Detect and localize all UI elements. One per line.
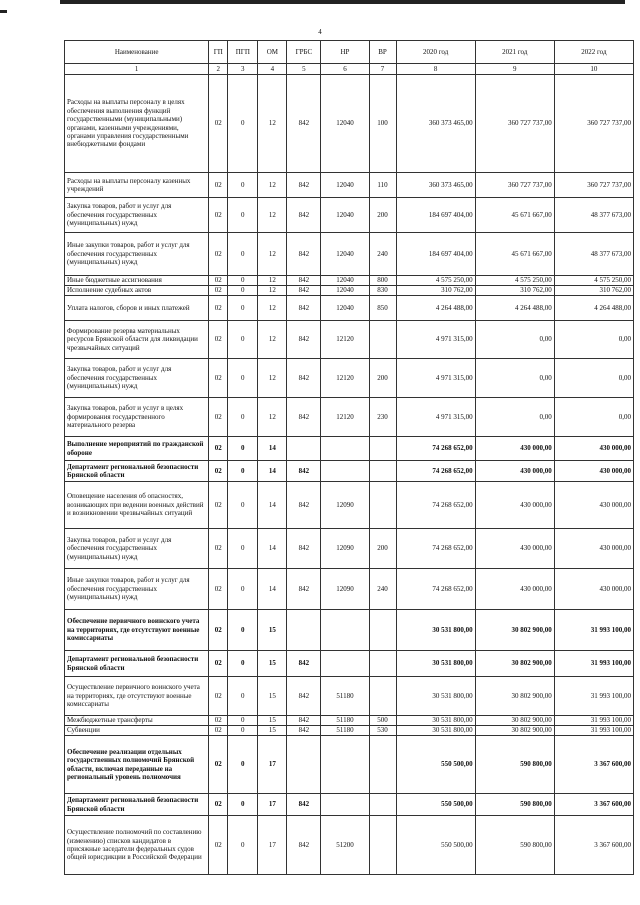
row-np: 12040: [321, 296, 369, 321]
table-row: [65, 198, 634, 233]
row-amount-2020: 4 575 250,00: [396, 276, 475, 286]
row-vr: 100: [369, 75, 396, 173]
row-gp: 02: [209, 569, 228, 610]
row-om: 14: [258, 482, 287, 529]
row-amount-2022: 3 367 600,00: [554, 736, 633, 794]
row-amount-2020: 550 500,00: [396, 794, 475, 816]
row-grbs: 842: [287, 198, 321, 233]
row-amount-2022: 31 993 100,00: [554, 716, 633, 726]
row-amount-2021: 360 727 737,00: [475, 173, 554, 198]
header-name: Наименование: [65, 41, 209, 64]
row-amount-2022: 0,00: [554, 359, 633, 398]
row-om: 12: [258, 198, 287, 233]
row-amount-2022: 3 367 600,00: [554, 794, 633, 816]
margin-mark: [0, 10, 7, 13]
row-np: 12090: [321, 482, 369, 529]
row-amount-2021: 30 802 900,00: [475, 726, 554, 736]
table-row: [65, 726, 634, 736]
row-amount-2020: 310 762,00: [396, 286, 475, 296]
column-number: 10: [554, 64, 633, 75]
row-om: 12: [258, 286, 287, 296]
row-amount-2022: 31 993 100,00: [554, 610, 633, 651]
row-amount-2020: 30 531 800,00: [396, 610, 475, 651]
row-pgp: 0: [228, 610, 258, 651]
row-gp: 02: [209, 716, 228, 726]
row-np: 12090: [321, 529, 369, 569]
row-pgp: 0: [228, 75, 258, 173]
table-row: [65, 651, 634, 677]
row-grbs: 842: [287, 321, 321, 359]
row-grbs: [287, 736, 321, 794]
row-grbs: 842: [287, 716, 321, 726]
row-pgp: 0: [228, 794, 258, 816]
row-np: 12120: [321, 359, 369, 398]
row-name: Исполнение судебных актов: [65, 286, 209, 296]
row-gp: 02: [209, 482, 228, 529]
row-amount-2021: 430 000,00: [475, 482, 554, 529]
column-number: 4: [258, 64, 287, 75]
row-grbs: 842: [287, 651, 321, 677]
row-amount-2022: 31 993 100,00: [554, 677, 633, 716]
row-vr: 240: [369, 233, 396, 276]
row-np: 12040: [321, 198, 369, 233]
row-pgp: 0: [228, 198, 258, 233]
row-amount-2022: 430 000,00: [554, 569, 633, 610]
table-row: [65, 173, 634, 198]
row-amount-2020: 360 373 465,00: [396, 173, 475, 198]
row-gp: 02: [209, 198, 228, 233]
row-grbs: 842: [287, 794, 321, 816]
row-amount-2021: 45 671 667,00: [475, 198, 554, 233]
row-amount-2022: 310 762,00: [554, 286, 633, 296]
row-amount-2022: 430 000,00: [554, 529, 633, 569]
row-grbs: 842: [287, 726, 321, 736]
row-amount-2022: 48 377 673,00: [554, 233, 633, 276]
row-amount-2020: 30 531 800,00: [396, 651, 475, 677]
top-border-line: [60, 0, 625, 4]
row-vr: [369, 482, 396, 529]
row-np: 12040: [321, 173, 369, 198]
row-amount-2021: 30 802 900,00: [475, 677, 554, 716]
row-vr: 200: [369, 529, 396, 569]
row-np: [321, 461, 369, 482]
row-om: 12: [258, 276, 287, 286]
row-np: [321, 437, 369, 461]
row-amount-2022: 360 727 737,00: [554, 173, 633, 198]
row-vr: 530: [369, 726, 396, 736]
row-grbs: 842: [287, 398, 321, 437]
row-np: 12040: [321, 233, 369, 276]
table-row: [65, 296, 634, 321]
row-gp: 02: [209, 610, 228, 651]
row-name: Уплата налогов, сборов и иных платежей: [65, 296, 209, 321]
row-gp: 02: [209, 529, 228, 569]
row-name: Формирование резерва материальных ресурсов Брянской области для ликвидации чрезвычайных ситуаций: [65, 321, 209, 359]
row-pgp: 0: [228, 359, 258, 398]
row-grbs: 842: [287, 173, 321, 198]
table-row: [65, 286, 634, 296]
row-grbs: [287, 610, 321, 651]
row-amount-2021: 30 802 900,00: [475, 716, 554, 726]
row-om: 12: [258, 233, 287, 276]
table-row: [65, 437, 634, 461]
row-grbs: 842: [287, 482, 321, 529]
row-np: 12040: [321, 75, 369, 173]
row-amount-2021: 0,00: [475, 359, 554, 398]
row-np: 12040: [321, 276, 369, 286]
row-name: Иные закупки товаров, работ и услуг для обеспечения государственных (муниципальных) нужд: [65, 233, 209, 276]
row-amount-2022: 360 727 737,00: [554, 75, 633, 173]
row-gp: 02: [209, 286, 228, 296]
row-pgp: 0: [228, 726, 258, 736]
row-amount-2021: 430 000,00: [475, 461, 554, 482]
page-number: 4: [318, 28, 322, 36]
column-number: 7: [369, 64, 396, 75]
row-om: 17: [258, 816, 287, 875]
row-name: Закупка товаров, работ и услуг для обеспечения государственных (муниципальных) нужд: [65, 529, 209, 569]
table-row: [65, 321, 634, 359]
row-amount-2021: 30 802 900,00: [475, 651, 554, 677]
row-gp: 02: [209, 398, 228, 437]
row-name: Оповещение населения об опасностях, возникающих при ведении военных действий и возникновении чрезвычайных ситуаций: [65, 482, 209, 529]
row-gp: 02: [209, 736, 228, 794]
header-gp: ГП: [209, 41, 228, 64]
column-number-row: [65, 64, 634, 75]
row-grbs: 842: [287, 677, 321, 716]
row-pgp: 0: [228, 569, 258, 610]
row-om: 17: [258, 736, 287, 794]
row-grbs: 842: [287, 276, 321, 286]
row-amount-2022: 4 264 488,00: [554, 296, 633, 321]
row-pgp: 0: [228, 276, 258, 286]
row-name: Департамент региональной безопасности Брянской области: [65, 461, 209, 482]
row-vr: 500: [369, 716, 396, 726]
header-om: ОМ: [258, 41, 287, 64]
row-gp: 02: [209, 794, 228, 816]
row-gp: 02: [209, 296, 228, 321]
row-grbs: [287, 437, 321, 461]
row-name: Осуществление первичного воинского учета на территориях, где отсутствуют военные комиссариаты: [65, 677, 209, 716]
table-row: [65, 359, 634, 398]
row-amount-2020: 4 971 315,00: [396, 321, 475, 359]
row-amount-2022: 0,00: [554, 321, 633, 359]
row-amount-2022: 430 000,00: [554, 461, 633, 482]
row-gp: 02: [209, 437, 228, 461]
column-number: 2: [209, 64, 228, 75]
table-row: [65, 794, 634, 816]
row-amount-2022: 31 993 100,00: [554, 726, 633, 736]
row-amount-2020: 550 500,00: [396, 736, 475, 794]
row-np: 51180: [321, 716, 369, 726]
table-row: [65, 677, 634, 716]
header-year-2020: 2020 год: [396, 41, 475, 64]
row-pgp: 0: [228, 736, 258, 794]
row-om: 12: [258, 296, 287, 321]
row-vr: 800: [369, 276, 396, 286]
row-amount-2021: 45 671 667,00: [475, 233, 554, 276]
table-row: [65, 569, 634, 610]
row-amount-2020: 4 264 488,00: [396, 296, 475, 321]
row-amount-2022: 430 000,00: [554, 482, 633, 529]
row-amount-2020: 550 500,00: [396, 816, 475, 875]
row-name: Иные бюджетные ассигнования: [65, 276, 209, 286]
header-grbs: ГРБС: [287, 41, 321, 64]
row-name: Иные закупки товаров, работ и услуг для обеспечения государственных (муниципальных) нужд: [65, 569, 209, 610]
row-pgp: 0: [228, 482, 258, 529]
row-amount-2022: 3 367 600,00: [554, 816, 633, 875]
row-gp: 02: [209, 816, 228, 875]
row-pgp: 0: [228, 816, 258, 875]
row-om: 12: [258, 75, 287, 173]
row-vr: [369, 736, 396, 794]
row-name: Субвенции: [65, 726, 209, 736]
header-row: [65, 41, 634, 64]
row-gp: 02: [209, 173, 228, 198]
row-amount-2021: 360 727 737,00: [475, 75, 554, 173]
row-amount-2021: 590 800,00: [475, 816, 554, 875]
row-np: 12090: [321, 569, 369, 610]
row-om: 14: [258, 437, 287, 461]
column-number: 9: [475, 64, 554, 75]
table-row: [65, 529, 634, 569]
row-grbs: 842: [287, 461, 321, 482]
row-amount-2020: 74 268 652,00: [396, 529, 475, 569]
table-row: [65, 75, 634, 173]
column-number: 3: [228, 64, 258, 75]
column-number: 5: [287, 64, 321, 75]
table-row: [65, 482, 634, 529]
row-name: Обеспечение первичного воинского учета на территориях, где отсутствуют военные комиссариаты: [65, 610, 209, 651]
row-pgp: 0: [228, 461, 258, 482]
row-amount-2021: 430 000,00: [475, 437, 554, 461]
row-om: 15: [258, 610, 287, 651]
row-amount-2022: 48 377 673,00: [554, 198, 633, 233]
table-row: [65, 276, 634, 286]
row-vr: 200: [369, 359, 396, 398]
table-row: [65, 398, 634, 437]
row-amount-2020: 74 268 652,00: [396, 569, 475, 610]
row-amount-2021: 590 800,00: [475, 736, 554, 794]
row-pgp: 0: [228, 286, 258, 296]
row-amount-2020: 4 971 315,00: [396, 359, 475, 398]
row-grbs: 842: [287, 569, 321, 610]
row-amount-2021: 430 000,00: [475, 529, 554, 569]
row-vr: [369, 677, 396, 716]
row-pgp: 0: [228, 173, 258, 198]
row-om: 14: [258, 569, 287, 610]
row-grbs: 842: [287, 75, 321, 173]
row-vr: 240: [369, 569, 396, 610]
row-vr: 850: [369, 296, 396, 321]
row-vr: 830: [369, 286, 396, 296]
row-om: 15: [258, 726, 287, 736]
row-amount-2021: 310 762,00: [475, 286, 554, 296]
row-np: [321, 794, 369, 816]
column-number: 8: [396, 64, 475, 75]
row-np: 12120: [321, 398, 369, 437]
row-amount-2020: 184 697 404,00: [396, 198, 475, 233]
header-year-2021: 2021 год: [475, 41, 554, 64]
row-grbs: 842: [287, 816, 321, 875]
row-amount-2021: 30 802 900,00: [475, 610, 554, 651]
row-amount-2020: 30 531 800,00: [396, 677, 475, 716]
table-row: [65, 233, 634, 276]
header-vr: ВР: [369, 41, 396, 64]
row-vr: [369, 321, 396, 359]
row-amount-2022: 31 993 100,00: [554, 651, 633, 677]
row-name: Департамент региональной безопасности Брянской области: [65, 651, 209, 677]
row-amount-2020: 74 268 652,00: [396, 437, 475, 461]
row-vr: 200: [369, 198, 396, 233]
row-vr: 230: [369, 398, 396, 437]
budget-table: [64, 40, 634, 875]
row-vr: [369, 461, 396, 482]
row-amount-2020: 184 697 404,00: [396, 233, 475, 276]
table-row: [65, 610, 634, 651]
row-grbs: 842: [287, 359, 321, 398]
column-number: 6: [321, 64, 369, 75]
row-amount-2021: 4 264 488,00: [475, 296, 554, 321]
row-amount-2022: 4 575 250,00: [554, 276, 633, 286]
header-pgp: ПГП: [228, 41, 258, 64]
column-number: 1: [65, 64, 209, 75]
row-pgp: 0: [228, 398, 258, 437]
row-pgp: 0: [228, 529, 258, 569]
row-gp: 02: [209, 726, 228, 736]
table-row: [65, 716, 634, 726]
header-np: НР: [321, 41, 369, 64]
row-om: 12: [258, 173, 287, 198]
row-vr: 110: [369, 173, 396, 198]
row-pgp: 0: [228, 437, 258, 461]
row-np: [321, 651, 369, 677]
row-amount-2022: 430 000,00: [554, 437, 633, 461]
row-vr: [369, 610, 396, 651]
row-amount-2020: 74 268 652,00: [396, 461, 475, 482]
row-gp: 02: [209, 276, 228, 286]
row-om: 15: [258, 677, 287, 716]
table-row: [65, 816, 634, 875]
row-vr: [369, 794, 396, 816]
row-amount-2021: 0,00: [475, 321, 554, 359]
row-name: Межбюджетные трансферты: [65, 716, 209, 726]
row-gp: 02: [209, 677, 228, 716]
row-np: 51180: [321, 677, 369, 716]
row-vr: [369, 651, 396, 677]
row-amount-2020: 30 531 800,00: [396, 716, 475, 726]
row-om: 14: [258, 529, 287, 569]
row-pgp: 0: [228, 296, 258, 321]
row-amount-2020: 4 971 315,00: [396, 398, 475, 437]
row-om: 12: [258, 321, 287, 359]
row-amount-2021: 4 575 250,00: [475, 276, 554, 286]
row-pgp: 0: [228, 677, 258, 716]
row-np: 12120: [321, 321, 369, 359]
table-body: [65, 75, 634, 875]
row-pgp: 0: [228, 651, 258, 677]
row-om: 12: [258, 359, 287, 398]
row-np: [321, 610, 369, 651]
row-name: Расходы на выплаты персоналу казенных учреждений: [65, 173, 209, 198]
row-gp: 02: [209, 75, 228, 173]
row-name: Выполнение мероприятий по гражданской обороне: [65, 437, 209, 461]
row-vr: [369, 816, 396, 875]
row-np: 12040: [321, 286, 369, 296]
row-gp: 02: [209, 461, 228, 482]
row-grbs: 842: [287, 296, 321, 321]
table-row: [65, 736, 634, 794]
row-pgp: 0: [228, 233, 258, 276]
row-grbs: 842: [287, 529, 321, 569]
row-name: Закупка товаров, работ и услуг для обеспечения государственных (муниципальных) нужд: [65, 359, 209, 398]
row-name: Департамент региональной безопасности Брянской области: [65, 794, 209, 816]
row-om: 15: [258, 651, 287, 677]
row-grbs: 842: [287, 286, 321, 296]
row-pgp: 0: [228, 321, 258, 359]
row-gp: 02: [209, 321, 228, 359]
row-amount-2020: 74 268 652,00: [396, 482, 475, 529]
row-name: Закупка товаров, работ и услуг для обеспечения государственных (муниципальных) нужд: [65, 198, 209, 233]
row-name: Закупка товаров, работ и услуг в целях формирования государственного материального резерва: [65, 398, 209, 437]
row-amount-2020: 30 531 800,00: [396, 726, 475, 736]
row-om: 15: [258, 716, 287, 726]
header-year-2022: 2022 год: [554, 41, 633, 64]
row-np: 51200: [321, 816, 369, 875]
row-om: 12: [258, 398, 287, 437]
row-amount-2021: 430 000,00: [475, 569, 554, 610]
row-amount-2021: 590 800,00: [475, 794, 554, 816]
row-amount-2021: 0,00: [475, 398, 554, 437]
row-amount-2020: 360 373 465,00: [396, 75, 475, 173]
row-gp: 02: [209, 651, 228, 677]
row-om: 14: [258, 461, 287, 482]
row-grbs: 842: [287, 233, 321, 276]
row-gp: 02: [209, 233, 228, 276]
row-vr: [369, 437, 396, 461]
row-name: Осуществление полномочий по составлению (изменению) списков кандидатов в присяжные заседатели федеральных судов общей юрисдикции в Российской Федерации: [65, 816, 209, 875]
row-name: Расходы на выплаты персоналу в целях обеспечения выполнения функций государственными (муниципальными) органами, казенными учреждениями, органами управления государственными внебюджетными фондами: [65, 75, 209, 173]
table-row: [65, 461, 634, 482]
row-np: 51180: [321, 726, 369, 736]
row-pgp: 0: [228, 716, 258, 726]
row-om: 17: [258, 794, 287, 816]
row-name: Обеспечение реализации отдельных государственных полномочий Брянской области, включая переданные на региональный уровень полномочия: [65, 736, 209, 794]
row-np: [321, 736, 369, 794]
row-gp: 02: [209, 359, 228, 398]
row-amount-2022: 0,00: [554, 398, 633, 437]
